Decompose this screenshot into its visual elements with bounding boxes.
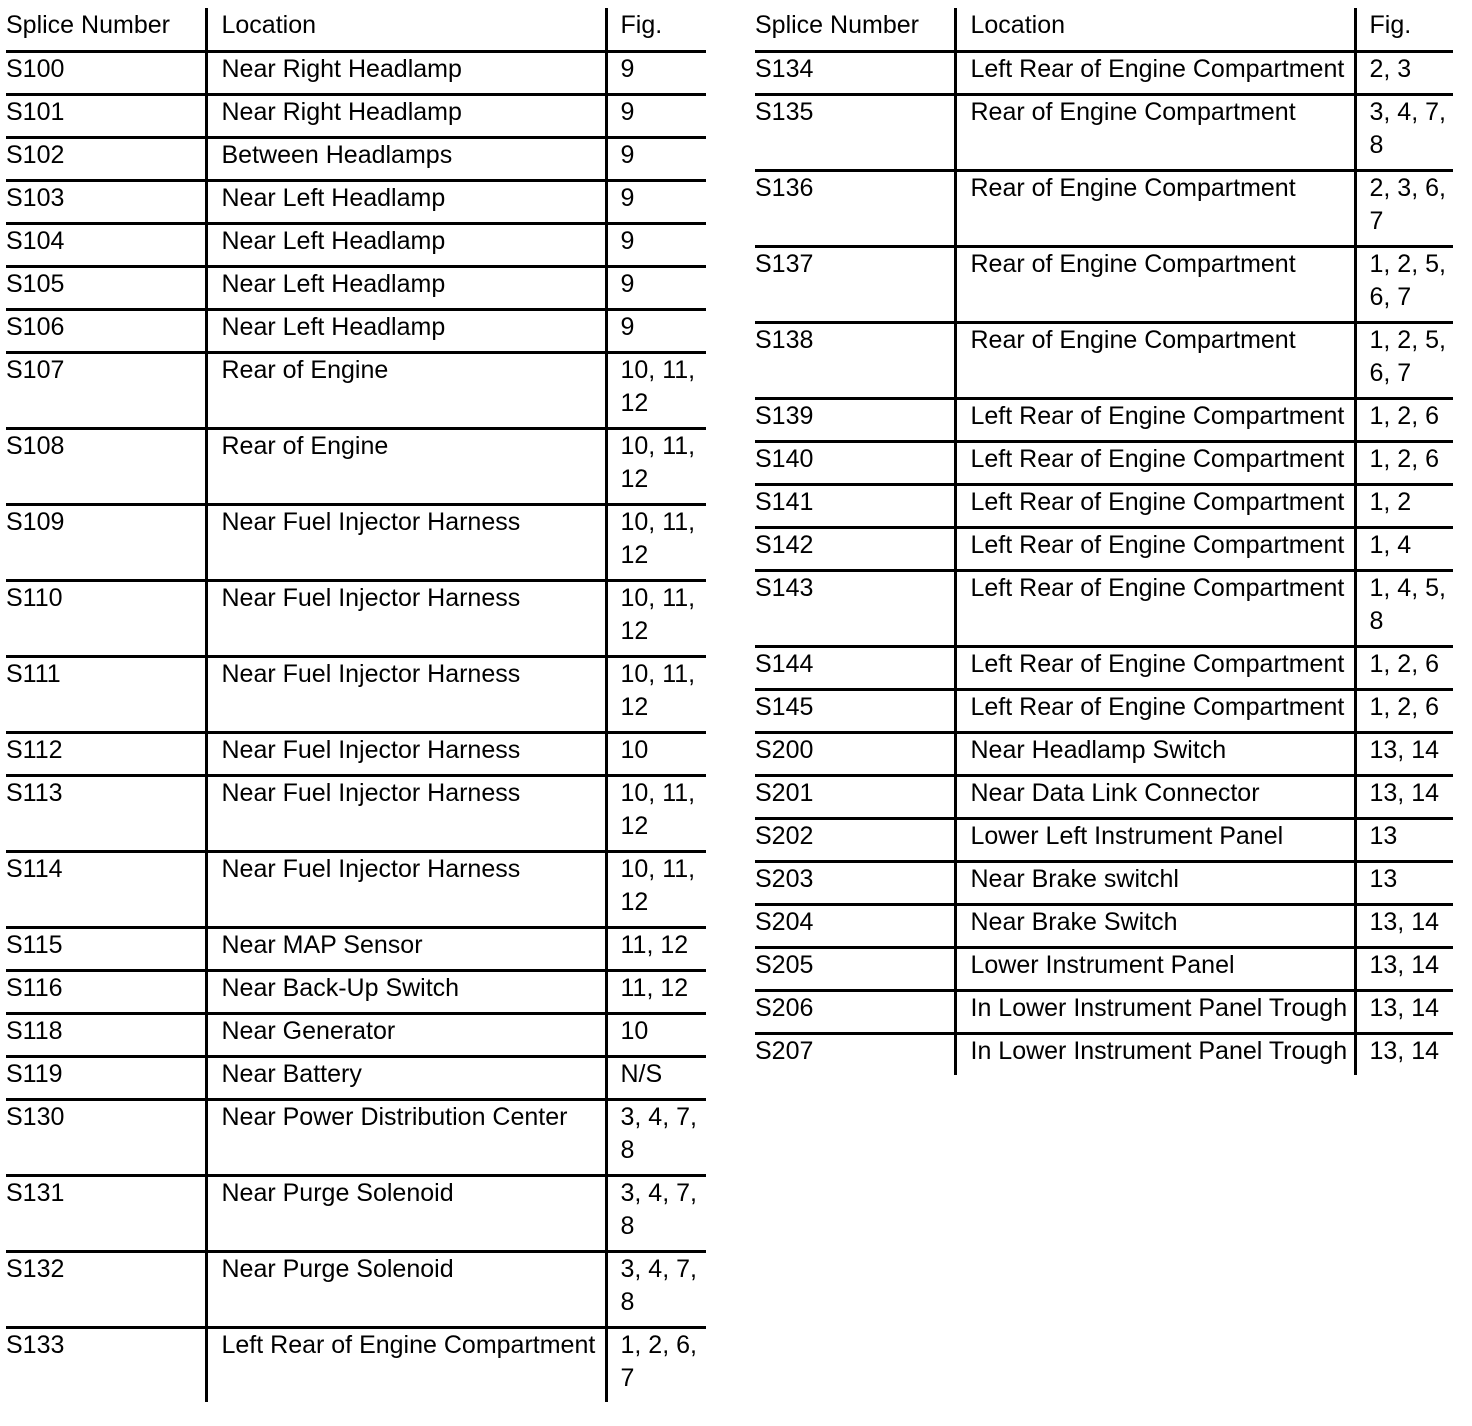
fig-cell: 3, 4, 7, 8 bbox=[606, 1252, 706, 1328]
fig-cell: 10 bbox=[606, 1014, 706, 1057]
splice-number-cell: S116 bbox=[6, 971, 206, 1014]
splice-number-cell: S111 bbox=[6, 657, 206, 733]
splice-number-cell: S100 bbox=[6, 52, 206, 95]
location-cell: Left Rear of Engine Compartment bbox=[955, 647, 1355, 690]
fig-cell: 1, 4 bbox=[1355, 528, 1453, 571]
splice-number-cell: S205 bbox=[755, 948, 955, 991]
table-row bbox=[6, 1014, 706, 1057]
fig-cell: 10, 11, 12 bbox=[606, 776, 706, 852]
splice-number-cell: S132 bbox=[6, 1252, 206, 1328]
fig-cell: 9 bbox=[606, 181, 706, 224]
fig-cell: 2, 3 bbox=[1355, 52, 1453, 95]
fig-cell: 10, 11, 12 bbox=[606, 505, 706, 581]
location-cell: Near Left Headlamp bbox=[206, 224, 606, 267]
table-header-row bbox=[6, 8, 706, 52]
location-cell: Rear of Engine Compartment bbox=[955, 95, 1355, 171]
header-splice-number: Splice Number bbox=[6, 8, 206, 52]
location-cell: Near Fuel Injector Harness bbox=[206, 581, 606, 657]
location-cell: Rear of Engine Compartment bbox=[955, 171, 1355, 247]
splice-number-cell: S114 bbox=[6, 852, 206, 928]
table-body-right bbox=[755, 52, 1453, 1076]
table-row bbox=[6, 429, 706, 505]
splice-number-cell: S145 bbox=[755, 690, 955, 733]
table-row bbox=[6, 505, 706, 581]
fig-cell: 10, 11, 12 bbox=[606, 429, 706, 505]
location-cell: Near Headlamp Switch bbox=[955, 733, 1355, 776]
table-row bbox=[6, 138, 706, 181]
table-row bbox=[755, 171, 1453, 247]
header-splice-number: Splice Number bbox=[755, 8, 955, 52]
location-cell: Near Fuel Injector Harness bbox=[206, 657, 606, 733]
table-row bbox=[6, 733, 706, 776]
location-cell: In Lower Instrument Panel Trough bbox=[955, 991, 1355, 1034]
splice-number-cell: S103 bbox=[6, 181, 206, 224]
fig-cell: 9 bbox=[606, 267, 706, 310]
location-cell: Near Left Headlamp bbox=[206, 181, 606, 224]
table-row bbox=[6, 1176, 706, 1252]
table-row bbox=[755, 776, 1453, 819]
fig-cell: 1, 2, 5, 6, 7 bbox=[1355, 247, 1453, 323]
fig-cell: 13, 14 bbox=[1355, 1034, 1453, 1076]
fig-cell: 3, 4, 7, 8 bbox=[606, 1100, 706, 1176]
header-fig: Fig. bbox=[606, 8, 706, 52]
header-location: Location bbox=[955, 8, 1355, 52]
location-cell: Lower Instrument Panel bbox=[955, 948, 1355, 991]
location-cell: Near Back-Up Switch bbox=[206, 971, 606, 1014]
location-cell: Left Rear of Engine Compartment bbox=[955, 52, 1355, 95]
table-row bbox=[755, 528, 1453, 571]
splice-number-cell: S206 bbox=[755, 991, 955, 1034]
splice-number-cell: S144 bbox=[755, 647, 955, 690]
fig-cell: 1, 2, 5, 6, 7 bbox=[1355, 323, 1453, 399]
location-cell: Near Right Headlamp bbox=[206, 95, 606, 138]
splice-table-right bbox=[755, 8, 1453, 1075]
table-row bbox=[755, 647, 1453, 690]
table-header-row bbox=[755, 8, 1453, 52]
location-cell: Near Left Headlamp bbox=[206, 267, 606, 310]
fig-cell: 11, 12 bbox=[606, 928, 706, 971]
splice-number-cell: S143 bbox=[755, 571, 955, 647]
splice-number-cell: S137 bbox=[755, 247, 955, 323]
splice-number-cell: S101 bbox=[6, 95, 206, 138]
header-fig: Fig. bbox=[1355, 8, 1453, 52]
splice-number-cell: S133 bbox=[6, 1328, 206, 1403]
location-cell: Left Rear of Engine Compartment bbox=[955, 690, 1355, 733]
location-cell: Near Purge Solenoid bbox=[206, 1176, 606, 1252]
table-row bbox=[6, 852, 706, 928]
table-row bbox=[6, 95, 706, 138]
splice-number-cell: S203 bbox=[755, 862, 955, 905]
location-cell: Left Rear of Engine Compartment bbox=[206, 1328, 606, 1403]
fig-cell: 10, 11, 12 bbox=[606, 353, 706, 429]
splice-number-cell: S139 bbox=[755, 399, 955, 442]
table-row bbox=[6, 1100, 706, 1176]
table-row bbox=[6, 181, 706, 224]
splice-number-cell: S107 bbox=[6, 353, 206, 429]
location-cell: Near Fuel Injector Harness bbox=[206, 776, 606, 852]
fig-cell: 9 bbox=[606, 310, 706, 353]
location-cell: Lower Left Instrument Panel bbox=[955, 819, 1355, 862]
fig-cell: 10, 11, 12 bbox=[606, 852, 706, 928]
table-body-left bbox=[6, 52, 706, 1403]
fig-cell: 1, 2, 6 bbox=[1355, 399, 1453, 442]
table-row bbox=[755, 948, 1453, 991]
fig-cell: 13 bbox=[1355, 862, 1453, 905]
fig-cell: 10, 11, 12 bbox=[606, 581, 706, 657]
location-cell: Near MAP Sensor bbox=[206, 928, 606, 971]
table-row bbox=[755, 247, 1453, 323]
fig-cell: 1, 2, 6, 7 bbox=[606, 1328, 706, 1403]
location-cell: Near Generator bbox=[206, 1014, 606, 1057]
table-row bbox=[6, 1252, 706, 1328]
location-cell: Near Left Headlamp bbox=[206, 310, 606, 353]
splice-number-cell: S135 bbox=[755, 95, 955, 171]
table-row bbox=[755, 1034, 1453, 1076]
table-row bbox=[6, 224, 706, 267]
location-cell: Rear of Engine bbox=[206, 353, 606, 429]
splice-number-cell: S207 bbox=[755, 1034, 955, 1076]
splice-number-cell: S142 bbox=[755, 528, 955, 571]
table-row bbox=[6, 776, 706, 852]
location-cell: Rear of Engine Compartment bbox=[955, 247, 1355, 323]
splice-number-cell: S104 bbox=[6, 224, 206, 267]
table-row bbox=[6, 267, 706, 310]
table-row bbox=[755, 95, 1453, 171]
splice-number-cell: S113 bbox=[6, 776, 206, 852]
location-cell: Near Data Link Connector bbox=[955, 776, 1355, 819]
location-cell: Near Brake Switch bbox=[955, 905, 1355, 948]
fig-cell: 9 bbox=[606, 138, 706, 181]
splice-number-cell: S202 bbox=[755, 819, 955, 862]
table-row bbox=[755, 690, 1453, 733]
table-row bbox=[6, 581, 706, 657]
splice-number-cell: S130 bbox=[6, 1100, 206, 1176]
splice-number-cell: S138 bbox=[755, 323, 955, 399]
fig-cell: 3, 4, 7, 8 bbox=[1355, 95, 1453, 171]
splice-number-cell: S110 bbox=[6, 581, 206, 657]
location-cell: Between Headlamps bbox=[206, 138, 606, 181]
location-cell: Left Rear of Engine Compartment bbox=[955, 571, 1355, 647]
splice-number-cell: S136 bbox=[755, 171, 955, 247]
table-row bbox=[6, 310, 706, 353]
table-row bbox=[755, 442, 1453, 485]
fig-cell: 10 bbox=[606, 733, 706, 776]
fig-cell: 1, 2 bbox=[1355, 485, 1453, 528]
splice-number-cell: S115 bbox=[6, 928, 206, 971]
splice-number-cell: S105 bbox=[6, 267, 206, 310]
table-row bbox=[755, 905, 1453, 948]
splice-number-cell: S119 bbox=[6, 1057, 206, 1100]
splice-number-cell: S201 bbox=[755, 776, 955, 819]
location-cell: Left Rear of Engine Compartment bbox=[955, 399, 1355, 442]
table-row bbox=[755, 399, 1453, 442]
splice-number-cell: S106 bbox=[6, 310, 206, 353]
fig-cell: 2, 3, 6, 7 bbox=[1355, 171, 1453, 247]
fig-cell: 13, 14 bbox=[1355, 948, 1453, 991]
fig-cell: 1, 2, 6 bbox=[1355, 647, 1453, 690]
splice-table-left bbox=[6, 8, 706, 1402]
location-cell: Left Rear of Engine Compartment bbox=[955, 442, 1355, 485]
location-cell: Left Rear of Engine Compartment bbox=[955, 528, 1355, 571]
table-row bbox=[6, 971, 706, 1014]
fig-cell: 13, 14 bbox=[1355, 776, 1453, 819]
splice-number-cell: S204 bbox=[755, 905, 955, 948]
location-cell: Near Fuel Injector Harness bbox=[206, 505, 606, 581]
table-row bbox=[755, 571, 1453, 647]
header-location: Location bbox=[206, 8, 606, 52]
fig-cell: 9 bbox=[606, 224, 706, 267]
fig-cell: 1, 2, 6 bbox=[1355, 690, 1453, 733]
table-row bbox=[6, 657, 706, 733]
location-cell: Near Power Distribution Center bbox=[206, 1100, 606, 1176]
table-row bbox=[6, 52, 706, 95]
fig-cell: N/S bbox=[606, 1057, 706, 1100]
location-cell: Left Rear of Engine Compartment bbox=[955, 485, 1355, 528]
splice-number-cell: S108 bbox=[6, 429, 206, 505]
splice-number-cell: S200 bbox=[755, 733, 955, 776]
splice-number-cell: S134 bbox=[755, 52, 955, 95]
location-cell: Near Purge Solenoid bbox=[206, 1252, 606, 1328]
location-cell: Rear of Engine Compartment bbox=[955, 323, 1355, 399]
fig-cell: 1, 2, 6 bbox=[1355, 442, 1453, 485]
fig-cell: 13, 14 bbox=[1355, 733, 1453, 776]
location-cell: Near Fuel Injector Harness bbox=[206, 733, 606, 776]
table-row bbox=[755, 991, 1453, 1034]
fig-cell: 1, 4, 5, 8 bbox=[1355, 571, 1453, 647]
splice-number-cell: S109 bbox=[6, 505, 206, 581]
table-row bbox=[755, 52, 1453, 95]
table-row bbox=[6, 1328, 706, 1403]
fig-cell: 13 bbox=[1355, 819, 1453, 862]
splice-number-cell: S102 bbox=[6, 138, 206, 181]
fig-cell: 11, 12 bbox=[606, 971, 706, 1014]
location-cell: Near Right Headlamp bbox=[206, 52, 606, 95]
table-row bbox=[6, 353, 706, 429]
fig-cell: 13, 14 bbox=[1355, 905, 1453, 948]
splice-number-cell: S141 bbox=[755, 485, 955, 528]
splice-number-cell: S112 bbox=[6, 733, 206, 776]
location-cell: Near Battery bbox=[206, 1057, 606, 1100]
location-cell: In Lower Instrument Panel Trough bbox=[955, 1034, 1355, 1076]
fig-cell: 13, 14 bbox=[1355, 991, 1453, 1034]
location-cell: Near Brake switchl bbox=[955, 862, 1355, 905]
fig-cell: 3, 4, 7, 8 bbox=[606, 1176, 706, 1252]
table-row bbox=[755, 733, 1453, 776]
splice-number-cell: S140 bbox=[755, 442, 955, 485]
table-row bbox=[755, 819, 1453, 862]
table-row bbox=[6, 928, 706, 971]
splice-number-cell: S118 bbox=[6, 1014, 206, 1057]
table-row bbox=[755, 862, 1453, 905]
fig-cell: 10, 11, 12 bbox=[606, 657, 706, 733]
splice-number-cell: S131 bbox=[6, 1176, 206, 1252]
fig-cell: 9 bbox=[606, 52, 706, 95]
table-row bbox=[6, 1057, 706, 1100]
fig-cell: 9 bbox=[606, 95, 706, 138]
table-row bbox=[755, 323, 1453, 399]
location-cell: Near Fuel Injector Harness bbox=[206, 852, 606, 928]
location-cell: Rear of Engine bbox=[206, 429, 606, 505]
table-row bbox=[755, 485, 1453, 528]
